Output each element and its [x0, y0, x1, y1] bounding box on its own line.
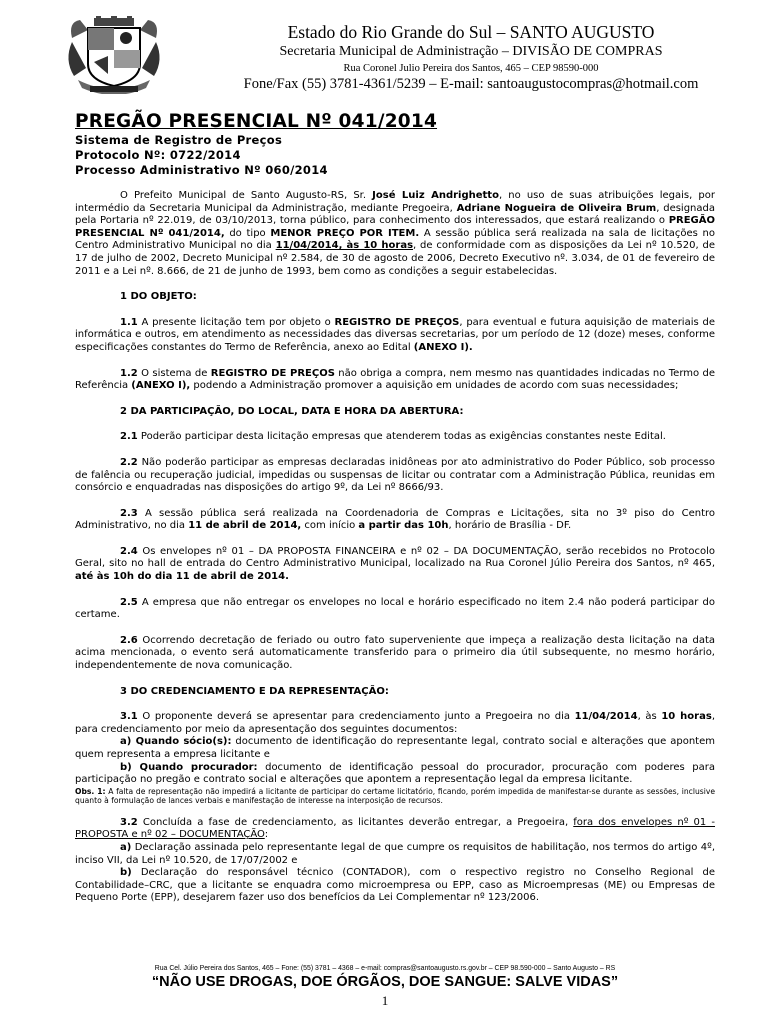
- clause-3-2: 3.2 Concluída a fase de credenciamento, as licitantes deverão entregar, a Pregoeira, fora dos envelopes nº 01 - PROPOSTA e nº 02 – DOCUMENTAÇÃO:: [75, 816, 716, 841]
- footer-slogan: “NÃO USE DROGAS, DOE ÓRGÃOS, DOE SANGUE: SALVE VIDAS”: [151, 974, 619, 990]
- section-heading-accreditation: 3 DO CREDENCIAMENTO E DA REPRESENTAÇÃO:: [120, 685, 389, 697]
- clause-3-2-a: a) Declaração assinada pelo representante legal de que cumpre os requisitos de habilitação, nos termos do artigo 4º, inciso VII, da Lei nº 10.520, de 17/07/2002 e: [75, 841, 715, 866]
- header-state: Estado do Rio Grande do Sul – SANTO AUGUSTO: [287, 22, 655, 42]
- footer-address: Rua Cel. Júlio Pereira dos Santos, 465 – Fone: (55) 3781 – 4368 – e-mail: compras@santoaugusto.rs.gov.br – CEP 98.590-000 – Santo Augusto – RS: [154, 963, 616, 972]
- clause-2-4: 2.4 Os envelopes nº 01 – DA PROPOSTA FINANCEIRA e nº 02 – DA DOCUMENTAÇÃO, serão recebidos no Protocolo Geral, sito no hall de entrada do Centro Administrativo Municipal, localizado na Rua Coronel Júlio Pereira dos Santos, nº 465, até às 10h do dia 11 de abril de 2014.: [75, 545, 715, 583]
- document-body: [75, 190, 715, 905]
- clause-2-5: 2.5 A empresa que não entregar os envelopes no local e horário especificado no item 2.4 não poderá participar do certame.: [75, 596, 715, 621]
- clause-2-6: 2.6 Ocorrendo decretação de feriado ou outro fato superveniente que impeça a realização desta licitação na data acima mencionada, o evento será automaticamente transferido para o primeiro dia útil subsequente, no mesmo horário, independentemente de nova comunicação.: [75, 634, 715, 672]
- clause-3-1: 3.1 O proponente deverá se apresentar para credenciamento junto a Pregoeira no dia 11/04/2014, às 10 horas, para credenciamento por meio da apresentação dos seguintes documentos:: [75, 711, 715, 735]
- clause-3-1-a: a) Quando sócio(s): documento de identificação do representante legal, contrato social e alterações que apontem quem representa a empresa licitante e: [75, 736, 715, 760]
- page-number: 1: [381, 993, 389, 1008]
- clause-2-2: 2.2 Não poderão participar as empresas declaradas inidôneas por ato administrativo do Poder Público, sob processo de falência ou recuperação judicial, impedidas ou suspensas de licitar ou contratar com a Administração Pública, reunidas em consórcio e enquadradas nas disposições do artigo 9º, da Lei nº 8666/93.: [75, 456, 715, 494]
- clause-2-1: 2.1 Poderão participar desta licitação empresas que atenderem todas as exigências constantes neste Edital.: [120, 431, 666, 443]
- header-address: Rua Coronel Julio Pereira dos Santos, 465 – CEP 98590-000: [343, 63, 599, 74]
- clause-3-2-b: b) Declaração do responsável técnico (CONTADOR), com o respectivo registro no Conselho Regional de Contabilidade–CRC, que a licitante se enquadra como microempresa ou EPP, caso as Microempresas (ME) ou Empresas de Pequeno Porte (EPP), desejarem fazer uso dos benefícios da Lei Complementar nº 123/2006.: [75, 867, 715, 904]
- clause-3-1-b: b) Quando procurador: documento de identificação pessoal do procurador, procuração com poderes para participação no pregão e contrato social e alterações que apontem a representação legal da empresa licitante.: [75, 761, 715, 786]
- header-secretariat: Secretaria Municipal de Administração – DIVISÃO DE COMPRAS: [279, 44, 663, 59]
- document-title: PREGÃO PRESENCIAL Nº 041/2014: [75, 111, 438, 132]
- intro-paragraph: O Prefeito Municipal de Santo Augusto-RS, Sr. José Luiz Andrighetto, no uso de suas atribuições legais, por intermédio da Secretaria Municipal da Administração, mediante Pregoeira, Adriane Nogueira de Oliveira Brum, designada pela Portaria nº 22.019, de 03/10/2013, torna público, para conhecimento dos interessados, que estará realizando o PREGÃO PRESENCIAL Nº 041/2014, do tipo MENOR PREÇO POR ITEM. A sessão pública será realizada na sala de licitações no Centro Administrativo Municipal no dia 11/04/2014, às 10 horas, de conformidade com as disposições da Lei nº 10.520, de 17 de julho de 2002, Decreto Municipal nº 2.584, de 30 de agosto de 2006, Decreto Executivo nº. 3.034, de 01 de fevereiro de 2011 e a Lei nº. 8.666, de 21 de junho de 1993, bem como as condições a seguir estabelecidas.: [75, 190, 716, 277]
- section-heading-participation: 2 DA PARTICIPAÇÃO, DO LOCAL, DATA E HORA DA ABERTURA:: [120, 405, 464, 417]
- system-label: Sistema de Registro de Preços: [75, 133, 283, 147]
- process-number: Processo Administrativo Nº 060/2014: [75, 163, 328, 177]
- letterhead: [0, 0, 770, 100]
- clause-2-3: 2.3 A sessão pública será realizada na Coordenadoria de Compras e Licitações, sita no 3º piso do Centro Administrativo, no dia 11 de abril de 2014, com início a partir das 10h, horário de Brasília - DF.: [75, 507, 715, 532]
- clause-1-2: 1.2 O sistema de REGISTRO DE PREÇOS não obriga a compra, nem mesmo nas quantidades indicadas no Termo de Referência (ANEXO I), podendo a Administração promover a aquisição em unidades de acordo com suas necessidades;: [75, 367, 715, 392]
- observation-note: Obs. 1: A falta de representação não impedirá a licitante de participar do certame licitatório, ficando, porém impedida de manifestar-se durante as sessões, inclusive quanto à formulação de lances verbais e manifestação de interesse na interposição de recursos.: [75, 786, 715, 806]
- document-title-block: [75, 111, 715, 178]
- section-heading-object: 1 DO OBJETO:: [120, 291, 197, 303]
- protocol-number: Protocolo Nº: 0722/2014: [75, 148, 241, 162]
- clause-1-1: 1.1 A presente licitação tem por objeto o REGISTRO DE PREÇOS, para eventual e futura aquisição de materiais de informática e outros, em atendimento as necessidades das diversas secretarias, por um período de 12 (doze) meses, conforme especificações constantes do Termo de Referência, anexo ao Edital (ANEXO I).: [75, 316, 715, 353]
- header-contact: Fone/Fax (55) 3781-4361/5239 – E-mail: santoaugustocompras@hotmail.com: [243, 76, 699, 92]
- municipal-coat-of-arms-icon: [64, 16, 164, 94]
